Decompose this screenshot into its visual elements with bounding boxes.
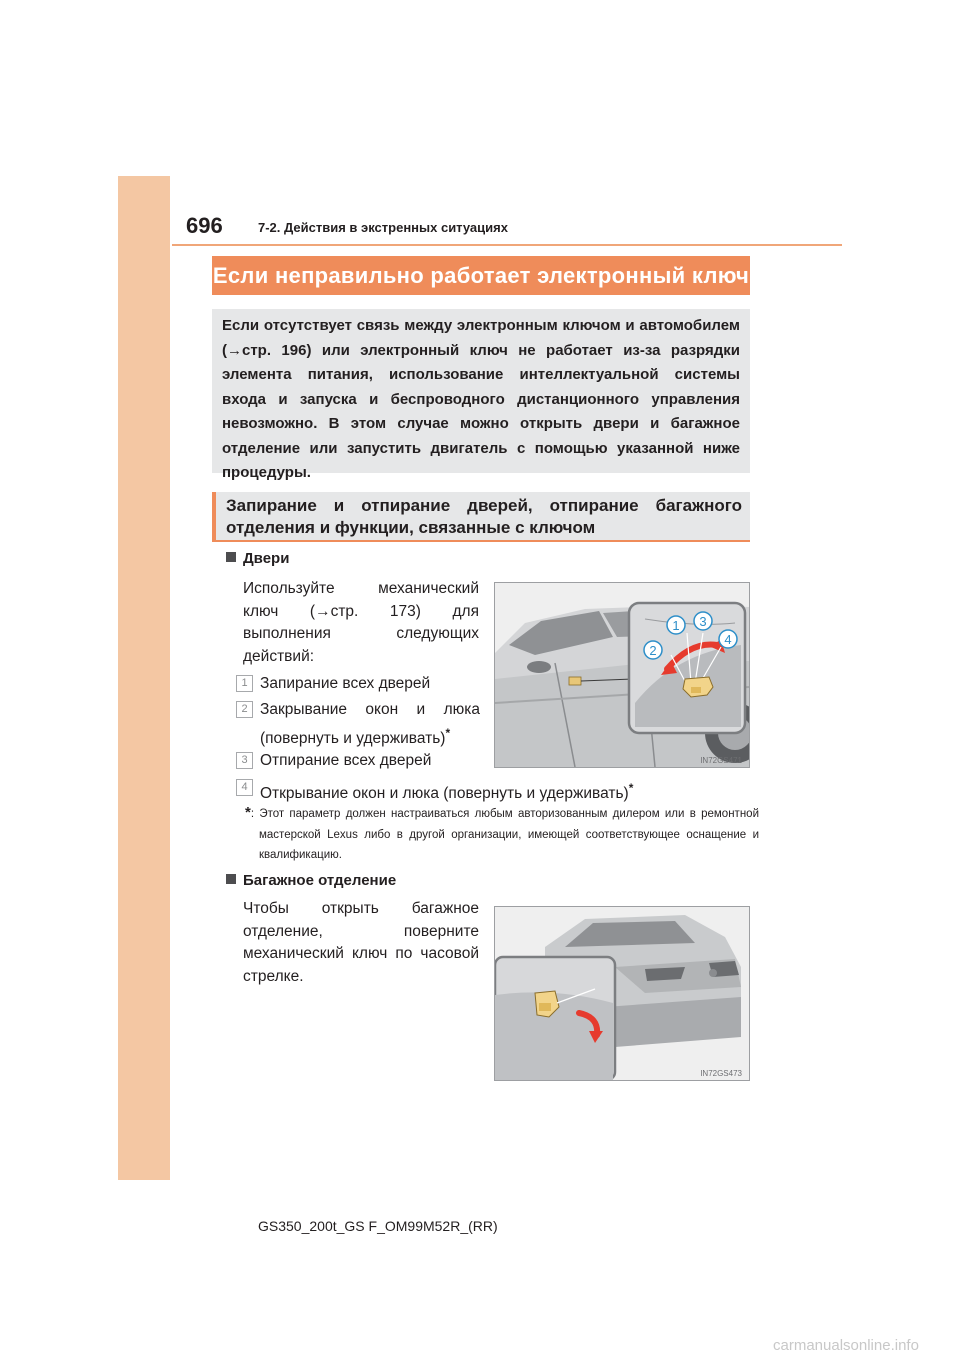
bullet-square-icon bbox=[226, 552, 236, 562]
footnote-star: * bbox=[628, 781, 634, 795]
fig-callout-2: 2 bbox=[649, 643, 657, 658]
doors-instruction: Используйте механический ключ (→стр. 173) для выполнения следующих действий: bbox=[243, 580, 479, 665]
footnote bbox=[245, 803, 759, 866]
trunk-car-svg bbox=[495, 907, 749, 1080]
trunk-key-illustration bbox=[494, 906, 750, 1081]
number-badge-3: 3 bbox=[236, 752, 253, 769]
door-key-illustration bbox=[494, 582, 750, 768]
figure-code: IN72GS473 bbox=[700, 1069, 742, 1078]
header-rule bbox=[172, 244, 842, 246]
list-item-text: Запирание всех дверей bbox=[260, 675, 431, 692]
subsection-heading: Запирание и отпирание дверей, отпирание багажного отделения и функции, связанные с ключом bbox=[212, 492, 750, 542]
page-number: 696 bbox=[186, 213, 223, 238]
footnote-star: * bbox=[445, 725, 451, 740]
page-title: Если неправильно работает электронный ключ bbox=[212, 256, 750, 295]
trunk-heading bbox=[226, 872, 396, 889]
number-badge-2: 2 bbox=[236, 701, 253, 718]
trunk-instruction: Чтобы открыть багажное отделение, поверните механический ключ по часовой стрелке. bbox=[243, 900, 479, 985]
list-item-text: Закрывание окон и люка (повернуть и удерживать) bbox=[260, 701, 480, 747]
doors-heading-text: Двери bbox=[243, 550, 290, 567]
section-heading: 7-2. Действия в экстренных ситуациях bbox=[258, 220, 508, 235]
list-item-text: Открывание окон и люка (повернуть и удерживать) bbox=[260, 785, 629, 803]
intro-box: Если отсутствует связь между электронным ключом и автомобилем (→стр. 196) или электронный ключ не работает из-за разрядки элемента питания, использование интеллектуальной системы входа и запуска и беспроводного дистанционного управления невозможно. В этом случае можно открыть двери и багажное отделение или запустить двигатель с помощью указанной ниже процедуры. bbox=[212, 309, 750, 473]
bullet-square-icon bbox=[226, 874, 236, 884]
watermark: carmanualsonline.info bbox=[773, 1337, 919, 1354]
manual-code-footer: GS350_200t_GS F_OM99M52R_(RR) bbox=[258, 1218, 498, 1234]
footnote-text: : Этот параметр должен настраиваться любым авторизованным дилером или в ремонтной мастерской Lexus либо в другой организации, имеющей соответствующее оснащение и квалификацию. bbox=[250, 808, 759, 861]
footnote-mark: * bbox=[245, 804, 251, 821]
fig-callout-1: 1 bbox=[672, 618, 680, 633]
fig-callout-4: 4 bbox=[724, 632, 732, 647]
doors-heading bbox=[226, 550, 289, 567]
chapter-side-tab bbox=[118, 176, 170, 1180]
door-car-svg bbox=[495, 583, 749, 767]
fig-callout-3: 3 bbox=[699, 614, 707, 629]
figure-code: IN72GS471 bbox=[700, 756, 742, 765]
number-badge-1: 1 bbox=[236, 675, 253, 692]
number-badge-4: 4 bbox=[236, 779, 253, 796]
list-item-text: Отпирание всех дверей bbox=[260, 752, 432, 769]
trunk-heading-text: Багажное отделение bbox=[243, 872, 397, 889]
